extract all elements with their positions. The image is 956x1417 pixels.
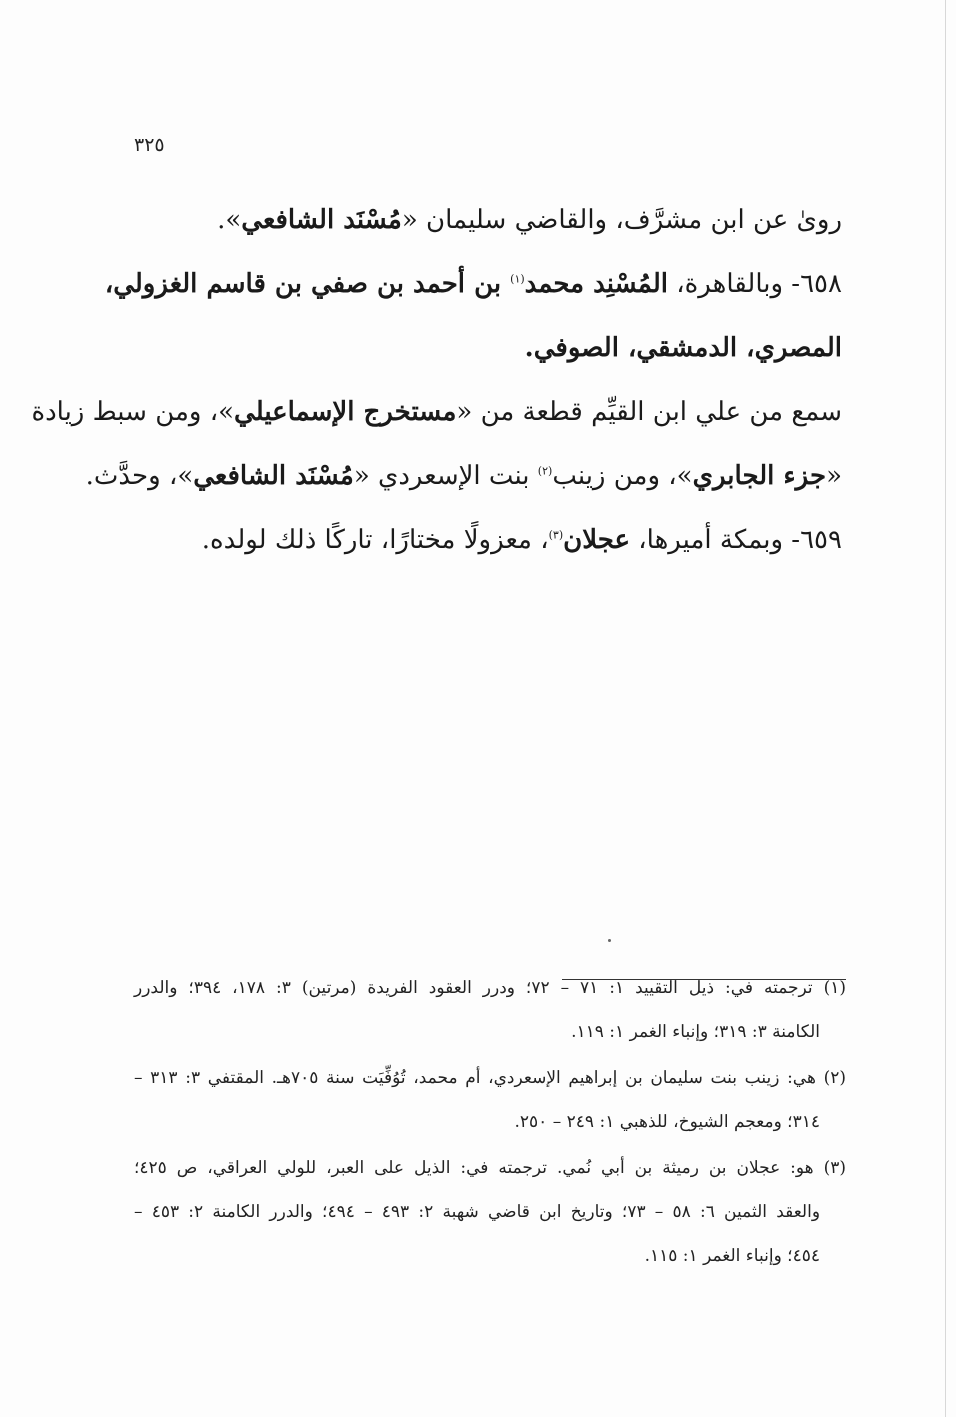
entry-659-line [128,508,842,572]
footnote-ref-3[interactable]: (٣) [548,528,564,542]
text-segment: ». [217,205,242,235]
footnote-line: الكامنة ٣: ٣١٩؛ وإنباء الغمر ١: ١١٩. [571,1022,820,1042]
footnote-line: (١) ترجمته في: ذيل التقييد ١: ٧١ – ٧٢؛ ودرر العقود الفريدة (مرتين) ٣: ١٧٨، ٣٩٤؛ والدرر [134,978,847,998]
main-text-body [31,188,842,572]
footnote-ref-2[interactable]: (٢) [537,464,553,478]
footnotes-section [134,966,846,1280]
text-segment: »، ومن سبط زيادة [31,397,235,427]
page-edge-line [945,0,946,1417]
text-segment: »، ومن زينب [552,461,693,491]
paragraph-line-1 [31,380,842,444]
text-segment: « [826,461,842,491]
text-segment: سمع من علي ابن القيِّم قطعة من « [456,397,842,427]
text-line-1 [128,188,842,252]
footnote-1 [134,966,846,1054]
page-number: ٣٢٥ [134,134,165,156]
entry-659-number: ٦٥٩- وبمكة أميرها، [630,525,842,555]
book-title-bold: جزء الجابري [692,461,827,491]
footnote-ref-1[interactable]: (١) [510,272,525,286]
book-title-bold: مستخرج الإسماعيلي [234,397,457,427]
footnote-line: (٢) هي: زينب بنت سليمان بن إبراهيم الإسعردي، أم محمد، تُوُفِّيَت سنة ٧٠٥هـ. المقتفي ٣: ٣١٣ – [134,1068,847,1088]
footnote-3 [134,1146,846,1278]
entry-658-line-1 [104,252,842,316]
text-segment: رویٰ عن ابن مشرَّف، والقاضي سليمان « [401,205,842,235]
book-title-bold: مُسْنَد الشافعي [193,461,354,491]
footnote-line: ٤٥٤؛ وإنباء الغمر ١: ١١٥. [644,1246,820,1266]
footnote-line: والعقد الثمين ٦: ٥٨ – ٧٣؛ وتاريخ ابن قاضي شهبة ٢: ٤٩٣ – ٤٩٤؛ والدرر الكامنة ٢: ٤٥٣ – [134,1202,821,1222]
paragraph-line-2 [85,444,842,508]
entry-658-lineage-bold: بن أحمد بن صفي بن قاسم الغزولي، [104,269,511,299]
entry-658-nisbas-bold: المصري، الدمشقي، الصوفي. [524,333,842,363]
entry-658-number: ٦٥٨- وبالقاهرة، [667,269,842,299]
entry-659-name-bold: عجلان [563,525,631,555]
footnote-line: (٣) هو: عجلان بن رميثة بن أبي نُمي. ترجمته في: الذيل على العبر، للولي العراقي، ص ٤٢٥؛ [134,1158,846,1178]
text-segment: بنت الإسعردي « [353,461,538,491]
footnote-line: ٣١٤؛ ومعجم الشيوخ، للذهبي ١: ٢٤٩ – ٢٥٠. [514,1112,820,1132]
entry-658-line-2 [128,316,842,380]
footnote-2 [134,1056,846,1144]
entry-658-name-bold: المُسْنِد محمد [524,269,668,299]
text-segment: »، وحدَّث. [85,461,194,491]
page-dot-mark [608,939,611,942]
text-segment: ، معزولًا مختارًا، تاركًا ذلك لولده. [201,525,549,555]
book-title-bold: مُسْنَد الشافعي [241,205,402,235]
